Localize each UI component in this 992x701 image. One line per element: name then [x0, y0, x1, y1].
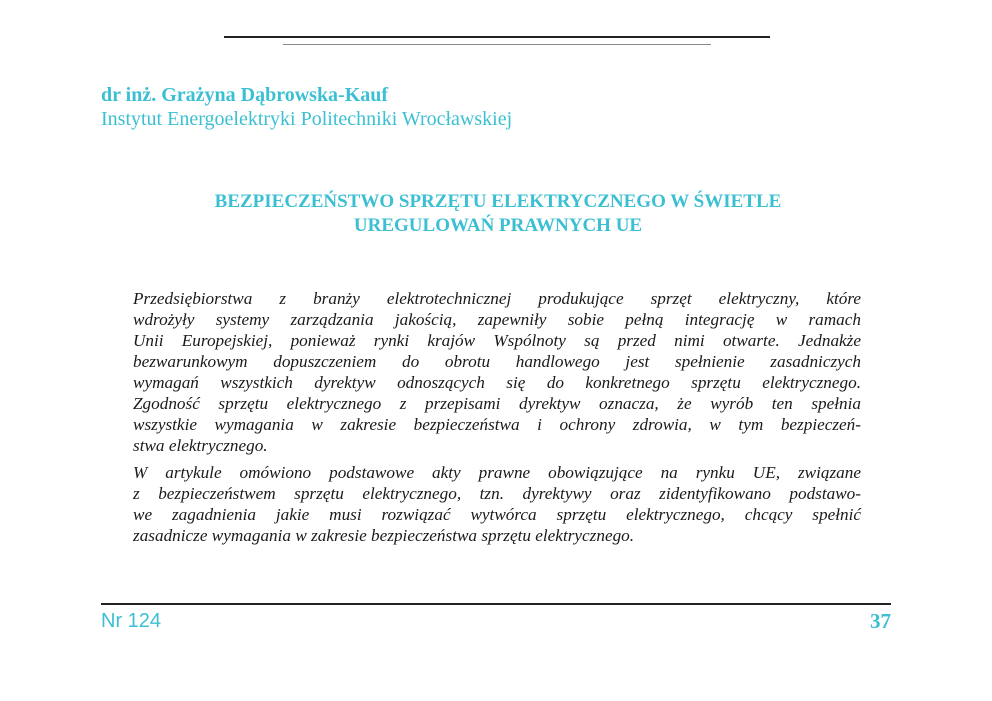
footer-rule — [101, 603, 891, 605]
article-title-line-1: BEZPIECZEŃSTWO SPRZĘTU ELEKTRYCZNEGO W ŚWIETLE — [214, 191, 782, 212]
abstract-line: stwa elektrycznego. — [133, 436, 268, 455]
abstract-line: z bezpieczeństwem sprzętu elektrycznego, tzn. dyrektywy oraz zidentyfikowano podstawo- — [133, 484, 861, 503]
abstract-paragraph-1 — [133, 288, 861, 456]
abstract-line: wszystkie wymagania w zakresie bezpieczeństwa i ochrony zdrowia, w tym bezpieczeń- — [133, 415, 861, 434]
abstract-line: Przedsiębiorstwa z branży elektrotechnicznej produkujące sprzęt elektryczny, które — [133, 289, 861, 308]
abstract-line: we zagadnienia jakie musi rozwiązać wytwórca sprzętu elektrycznego, chcący spełnić — [133, 505, 861, 524]
page-number: 37 — [870, 609, 891, 633]
abstract-line: Unii Europejskiej, ponieważ rynki krajów Wspólnoty są przed nimi otwarte. Jednakże — [133, 331, 861, 350]
article-title-line-2: UREGULOWAŃ PRAWNYCH UE — [353, 215, 643, 236]
author-name: dr inż. Grażyna Dąbrowska-Kauf — [101, 84, 389, 106]
abstract-line: wymagań wszystkich dyrektyw odnoszących się do konkretnego sprzętu elektrycznego. — [133, 373, 861, 392]
header-rule-thick — [224, 36, 770, 38]
header-rule-thin — [283, 44, 711, 45]
abstract-line: zasadnicze wymagania w zakresie bezpieczeństwa sprzętu elektrycznego. — [133, 526, 635, 545]
abstract-line: wdrożyły systemy zarządzania jakością, zapewniły sobie pełną integrację w ramach — [133, 310, 861, 329]
abstract-paragraph-2 — [133, 462, 861, 546]
abstract-line: bezwarunkowym dopuszczeniem do obrotu handlowego jest spełnienie zasadniczych — [133, 352, 861, 371]
abstract-line: W artykule omówiono podstawowe akty prawne obowiązujące na rynku UE, związane — [133, 463, 861, 482]
article-title — [100, 190, 896, 238]
author-affiliation: Instytut Energoelektryki Politechniki Wrocławskiej — [101, 108, 513, 130]
issue-number: Nr 124 — [101, 610, 162, 632]
abstract-line: Zgodność sprzętu elektrycznego z przepisami dyrektyw oznacza, że wyrób ten spełnia — [133, 394, 861, 413]
abstract — [133, 288, 861, 546]
